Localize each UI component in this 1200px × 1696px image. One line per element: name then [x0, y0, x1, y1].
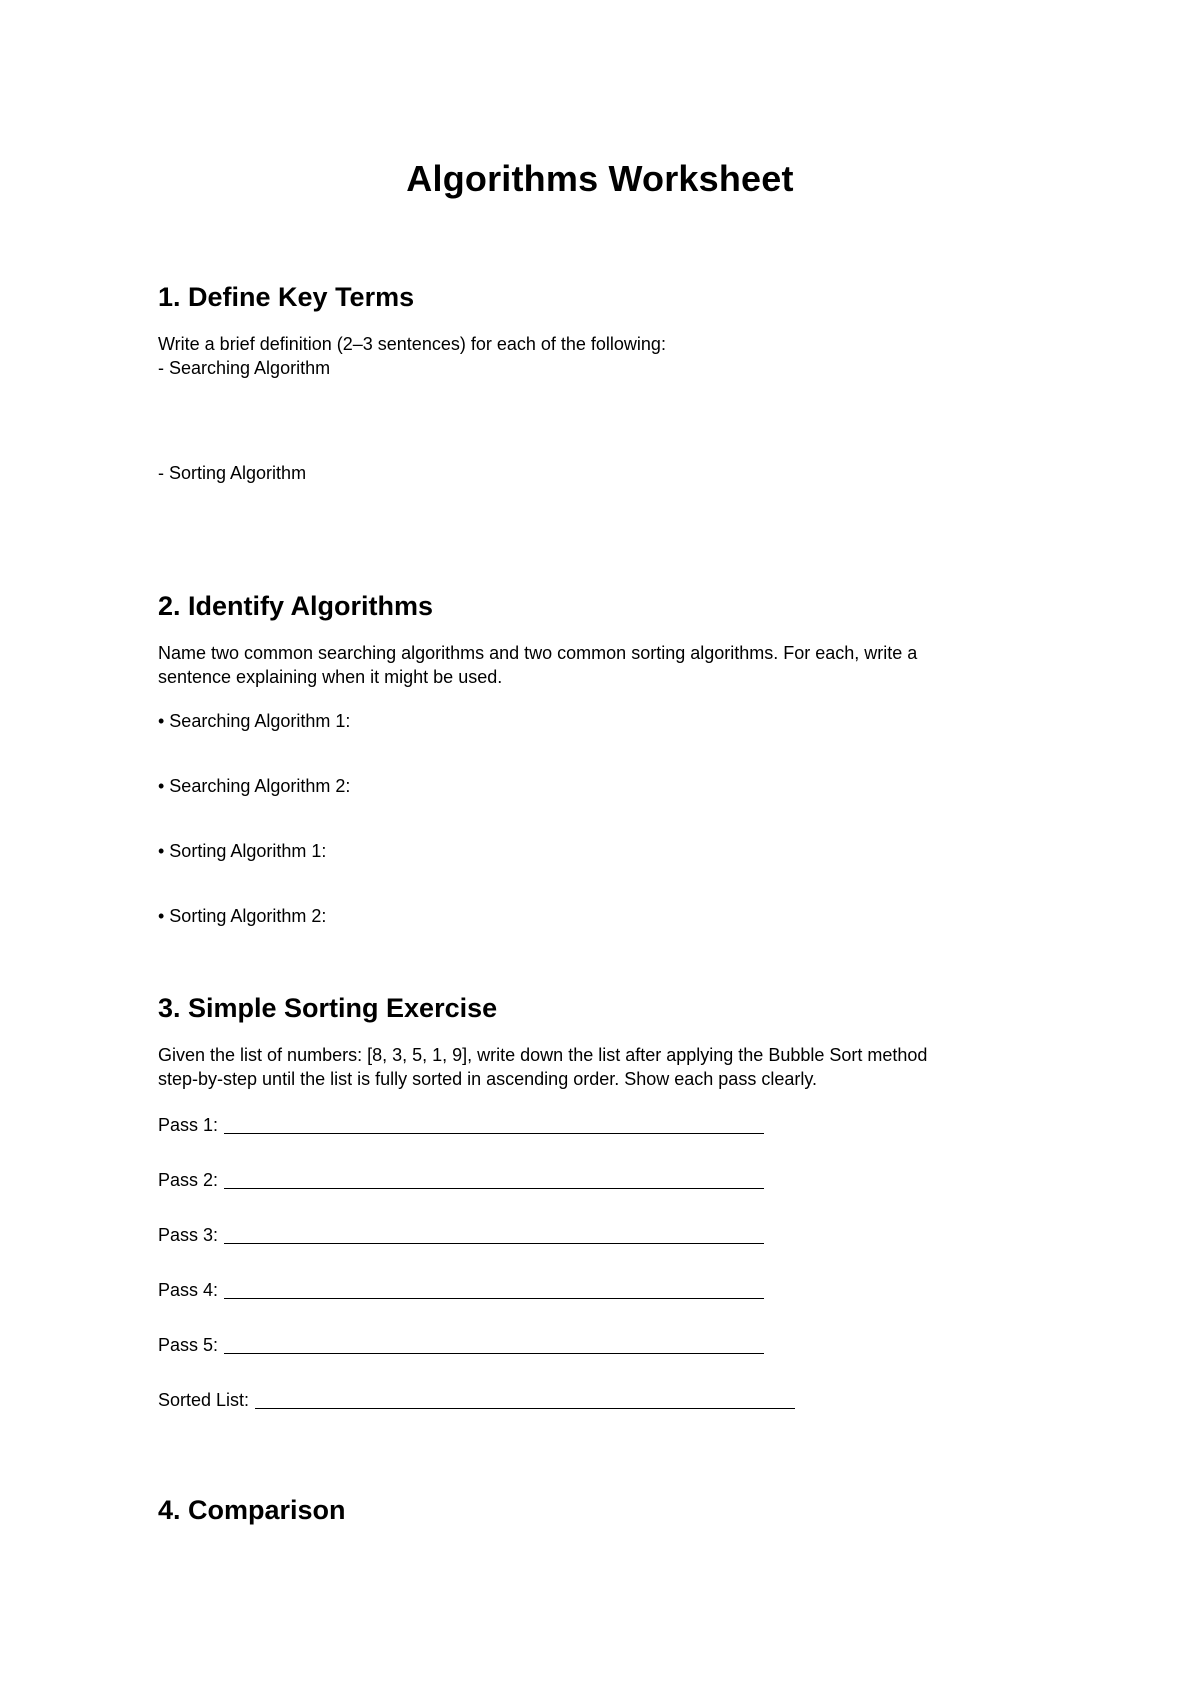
sorted-list-row — [158, 1381, 795, 1411]
section-1-term-searching: - Searching Algorithm — [158, 358, 331, 378]
section-2-item-sorting-2: • Sorting Algorithm 2: — [158, 906, 327, 926]
section-2-instruction-line-2: sentence explaining when it might be used. — [158, 667, 503, 687]
section-2-item-searching-1: • Searching Algorithm 1: — [158, 711, 351, 731]
page-title: Algorithms Worksheet — [406, 158, 794, 199]
pass-5-row — [158, 1326, 764, 1356]
pass-2-answer-line[interactable] — [224, 1168, 764, 1189]
pass-3-row — [158, 1216, 764, 1246]
pass-4-label: Pass 4: — [158, 1280, 219, 1300]
sorted-list-answer-line[interactable] — [255, 1388, 795, 1409]
section-2-heading: 2. Identify Algorithms — [158, 591, 434, 621]
pass-3-answer-line[interactable] — [224, 1223, 764, 1244]
section-2-item-searching-2: • Searching Algorithm 2: — [158, 776, 351, 796]
pass-5-answer-line[interactable] — [224, 1333, 764, 1354]
pass-4-row — [158, 1271, 764, 1301]
section-1-heading: 1. Define Key Terms — [158, 282, 415, 312]
section-1-term-sorting: - Sorting Algorithm — [158, 463, 307, 483]
pass-1-row — [158, 1106, 764, 1136]
pass-1-answer-line[interactable] — [224, 1113, 764, 1134]
section-3-heading: 3. Simple Sorting Exercise — [158, 993, 498, 1023]
section-2-item-sorting-1: • Sorting Algorithm 1: — [158, 841, 327, 861]
section-2-instruction-line-1: Name two common searching algorithms and two common sorting algorithms. For each, write a — [158, 643, 918, 663]
section-1-instruction: Write a brief definition (2–3 sentences) for each of the following: — [158, 334, 666, 354]
pass-3-label: Pass 3: — [158, 1225, 219, 1245]
pass-2-row — [158, 1161, 764, 1191]
pass-5-label: Pass 5: — [158, 1335, 219, 1355]
pass-1-label: Pass 1: — [158, 1115, 219, 1135]
pass-4-answer-line[interactable] — [224, 1278, 764, 1299]
section-3-instruction-line-2: step-by-step until the list is fully sorted in ascending order. Show each pass clearly. — [158, 1069, 817, 1089]
pass-2-label: Pass 2: — [158, 1170, 219, 1190]
section-3-instruction-line-1: Given the list of numbers: [8, 3, 5, 1, 9], write down the list after applying the Bubble Sort method — [158, 1045, 928, 1065]
sorted-list-label: Sorted List: — [158, 1390, 250, 1410]
section-4-heading: 4. Comparison — [158, 1495, 346, 1525]
